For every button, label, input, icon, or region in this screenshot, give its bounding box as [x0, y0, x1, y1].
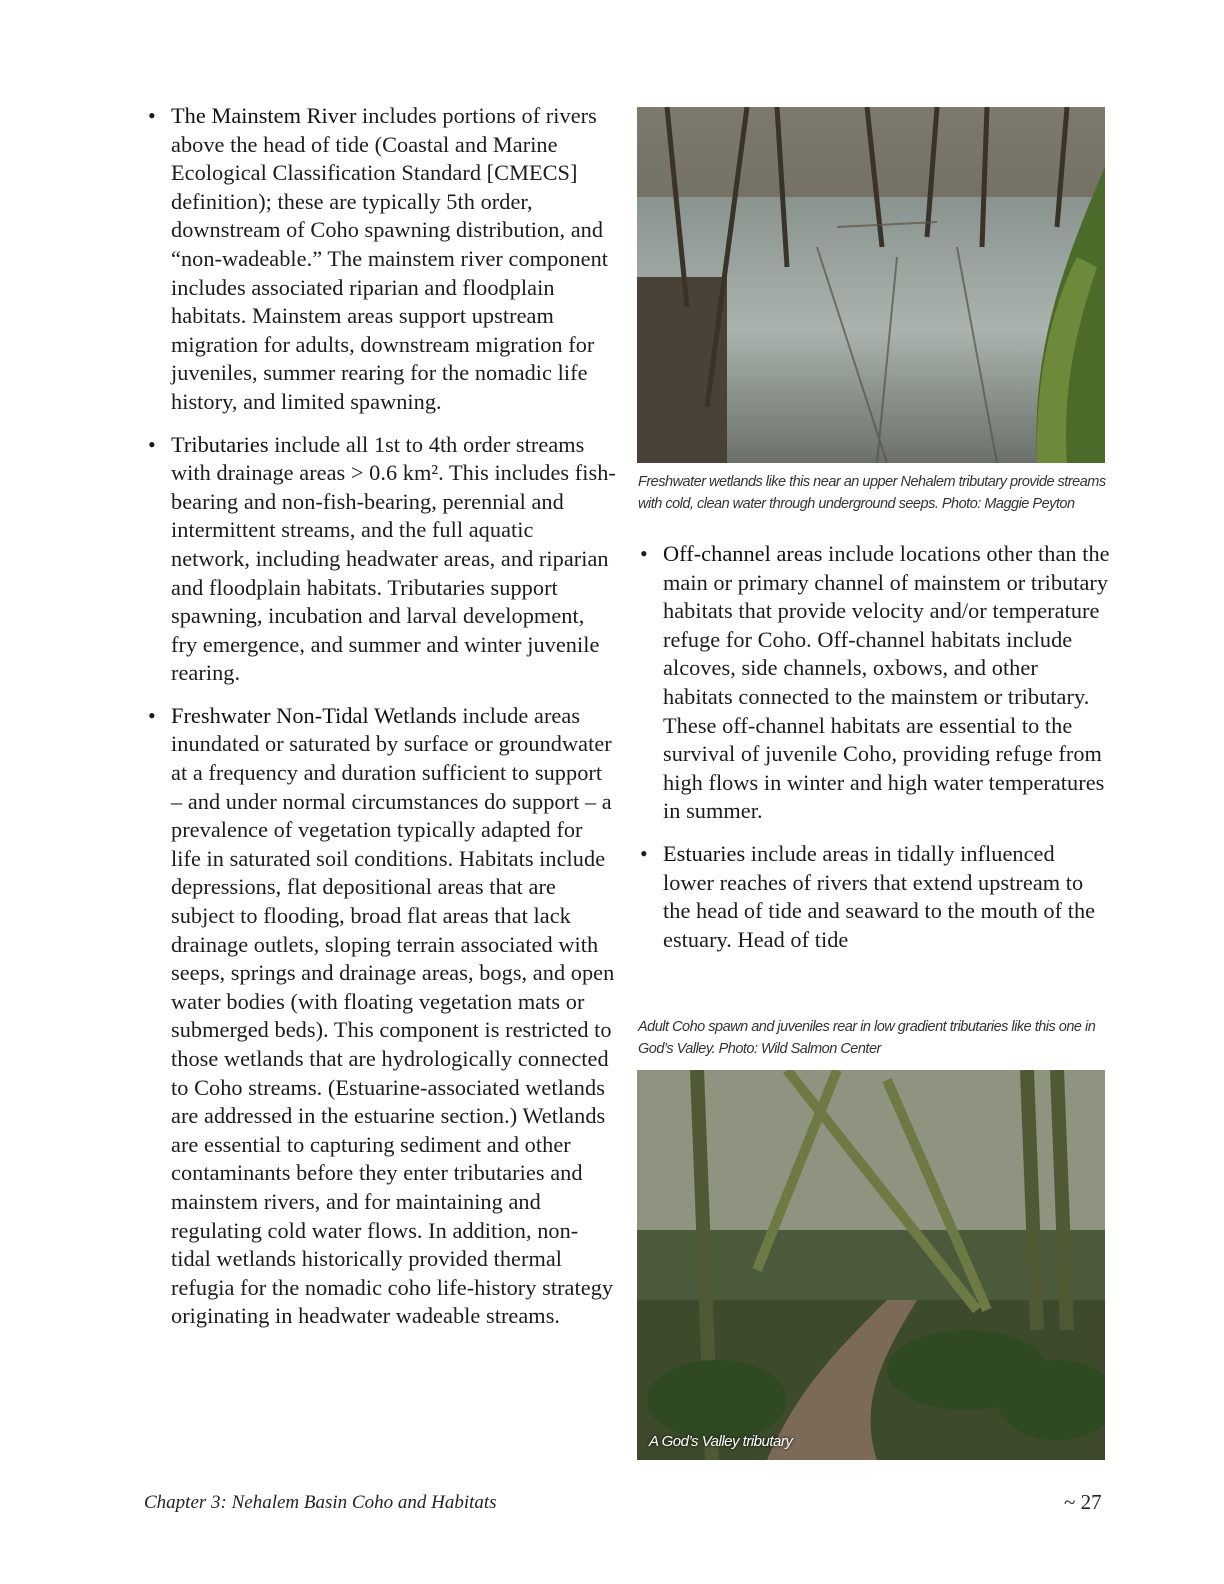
- bullet-term: The Mainstem River: [171, 103, 357, 128]
- bullet-text: include all 1st to 4th order streams with drainage areas > 0.6 km². This includes fish-bearing and non-fish-bearing, perennial and intermittent streams, and the full aquatic network, including headwater areas, and riparian and floodplain habitats. Tributaries support spawning, incubation and larval development, fry emergence, and summer and winter juvenile rearing.: [171, 431, 616, 686]
- bullet-text: includes portions of rivers above the head of tide (Coastal and Marine Ecological Classification Standard [CMECS] definition); these are typically 5th order, downstream of Coho spawning distribution, and “non-wadeable.” The mainstem river component includes associated riparian and floodplain habitats. Mainstem areas support upstream migration for adults, downstream migration for juveniles, summer rearing for the nomadic life history, and limited spawning.: [171, 103, 609, 414]
- bullet-freshwater-wetlands: [138, 702, 616, 1331]
- bullet-term: Off-channel areas: [663, 541, 823, 566]
- bullet-term: Freshwater Non-Tidal Wetlands: [171, 702, 457, 728]
- bullet-tributaries: [138, 431, 616, 688]
- bullet-estuaries: [630, 840, 1110, 954]
- bullet-text: include areas inundated or saturated by surface or groundwater at a frequency and duration sufficient to support – and under normal circumstances do support – a prevalence of vegetation typically adapted for life in saturated soil conditions. Habitats include depressions, flat depositional areas that are subject to flooding, broad flat areas that lack drainage outlets, sloping terrain associated with seeps, springs and drainage areas, bogs, and open water bodies (with floating vegetation mats or submerged beds). This component is restricted to those wetlands that are hydrologically connected to Coho streams. (Estuarine-associated wetlands are addressed in the estuarine section.) Wetlands are essential to capturing sediment and other contaminants before they enter tributaries and mainstem rivers, and for maintaining and regulating cold water flows. In addition, non-tidal wetlands historically provided thermal refugia for the nomadic coho life-history strategy originating in headwater wadeable streams.: [171, 702, 615, 1329]
- bullet-off-channel: [630, 540, 1110, 826]
- bullet-term: Tributaries: [171, 431, 269, 457]
- right-bullet-list: [630, 540, 1110, 954]
- page-number: ~ 27: [1064, 1490, 1102, 1514]
- bullet-text: include locations other than the main or primary channel of mainstem or tributary habitats that provide velocity and/or temperature refuge for Coho. Off-channel habitats include alcoves, side channels, oxbows, and other habitats connected to the mainstem or tributary. These off-channel habitats are essential to the survival of juvenile Coho, providing refuge from high flows in winter and high water temperatures in summer.: [663, 541, 1110, 824]
- photo1-caption: Freshwater wetlands like this near an upper Nehalem tributary provide streams with cold, clean water through underground seeps. Photo: Maggie Peyton: [638, 474, 1106, 512]
- left-column: [138, 102, 616, 1345]
- wetland-photo: [637, 107, 1105, 463]
- photo2-caption: Adult Coho spawn and juveniles rear in low gradient tributaries like this one in God’s Valley. Photo: Wild Salmon Center: [638, 1019, 1096, 1057]
- bullet-mainstem-river: [138, 102, 616, 417]
- right-column: [630, 540, 1110, 968]
- photo2-overlay-caption: A God’s Valley tributary: [649, 1433, 793, 1450]
- footer-chapter: Chapter 3: Nehalem Basin Coho and Habitats: [144, 1492, 497, 1513]
- bullet-term: Estuaries: [663, 840, 746, 866]
- tributary-photo: [637, 1070, 1105, 1460]
- bullet-text: include areas in tidally influenced lower reaches of rivers that extend upstream to the head of tide and seaward to the mouth of the estuary. Head of tide: [663, 840, 1096, 952]
- left-bullet-list: [138, 102, 616, 1331]
